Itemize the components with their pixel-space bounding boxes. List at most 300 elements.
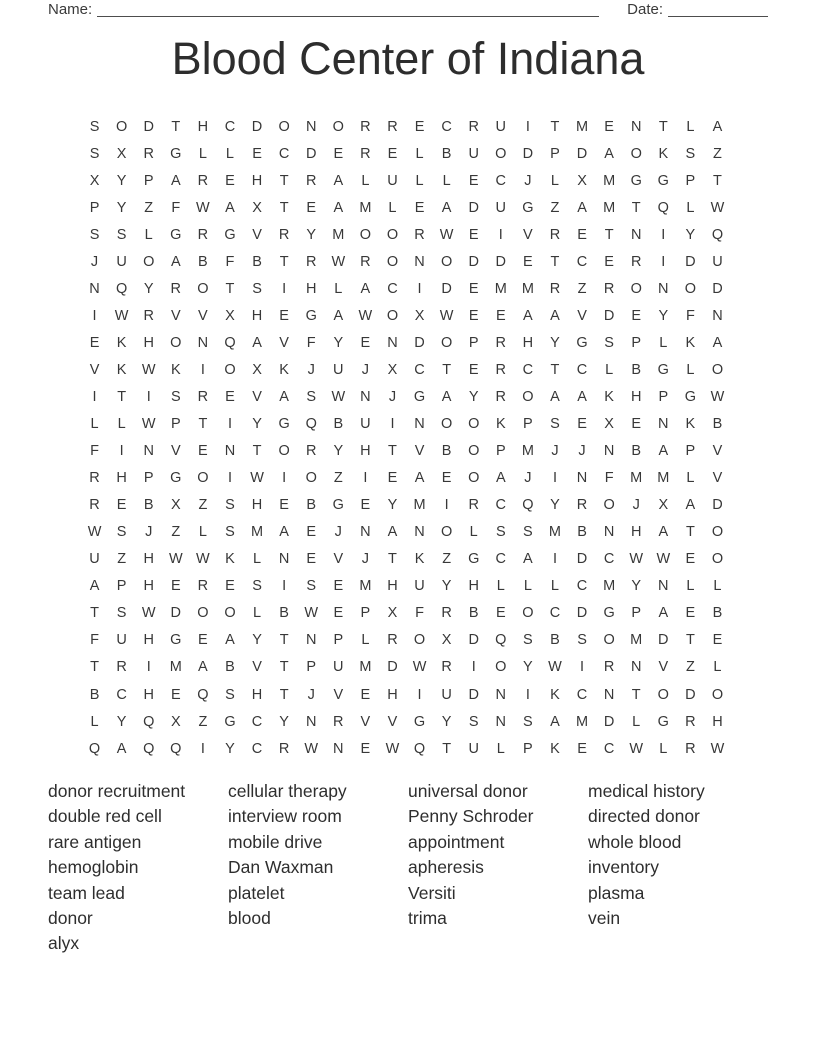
grid-letter: B [143, 497, 154, 514]
word-item: appointment [408, 831, 505, 852]
grid-letter: N [305, 118, 317, 135]
grid-letter: J [334, 524, 342, 541]
grid-letter: Q [143, 740, 155, 757]
grid-letter: I [580, 659, 585, 676]
grid-letter: U [441, 686, 452, 703]
grid-letter: D [658, 632, 669, 649]
wordsearch-grid [81, 113, 731, 762]
grid-letter: H [251, 497, 263, 514]
grid-letter: D [603, 307, 615, 324]
grid-letter: R [278, 740, 290, 757]
grid-letter: A [550, 307, 560, 324]
grid-letter: T [550, 253, 560, 270]
grid-letter: B [577, 524, 587, 541]
grid-letter: A [333, 199, 344, 216]
grid-letter: O [305, 470, 317, 487]
grid-letter: V [252, 659, 262, 676]
grid-letter: P [89, 199, 100, 216]
grid-letter: C [251, 713, 263, 730]
grid-letter: A [279, 524, 289, 541]
grid-letter: V [279, 334, 289, 351]
grid-letter: I [92, 388, 97, 405]
grid-letter: G [170, 470, 182, 487]
grid-row [81, 140, 731, 167]
grid-letter: Y [387, 497, 398, 514]
grid-letter: J [145, 524, 153, 541]
grid-letter: E [414, 199, 425, 216]
grid-letter: Y [333, 443, 344, 460]
grid-letter: C [495, 551, 507, 568]
grid-letter: D [468, 632, 479, 649]
grid-letter: E [468, 307, 479, 324]
grid-letter: Z [198, 713, 208, 730]
grid-letter: T [713, 172, 722, 189]
grid-letter: R [576, 497, 588, 514]
grid-letter: R [305, 443, 317, 460]
grid-letter: T [388, 551, 397, 568]
grid-letter: R [603, 280, 615, 297]
grid-letter: O [711, 686, 724, 703]
grid-letter: I [552, 470, 557, 487]
grid-letter: B [712, 416, 723, 433]
grid-row [81, 546, 731, 573]
grid-letter: N [333, 740, 344, 757]
grid-letter: T [279, 632, 289, 649]
grid-letter: Z [685, 659, 695, 676]
grid-letter: E [225, 172, 235, 189]
grid-letter: E [468, 280, 479, 297]
grid-letter: L [198, 524, 207, 541]
grid-letter: E [360, 686, 371, 703]
grid-letter: N [305, 713, 317, 730]
grid-letter: U [333, 361, 344, 378]
grid-letter: T [658, 118, 668, 135]
grid-letter: Y [658, 307, 669, 324]
grid-letter: Y [116, 713, 127, 730]
grid-letter: L [469, 524, 478, 541]
grid-letter: K [550, 740, 560, 757]
word-item: Dan Waxman [228, 857, 334, 878]
grid-letter: M [548, 524, 561, 541]
word-list [48, 779, 768, 957]
grid-letter: U [414, 578, 425, 595]
grid-letter: Q [170, 740, 182, 757]
grid-letter: O [440, 253, 453, 270]
grid-letter: R [197, 172, 209, 189]
grid-letter: T [685, 524, 695, 541]
grid-letter: N [712, 307, 723, 324]
grid-letter: F [225, 253, 235, 270]
grid-letter: E [198, 443, 208, 460]
word-item: interview room [228, 806, 342, 827]
grid-letter: Q [711, 226, 724, 243]
grid-letter: Z [171, 524, 181, 541]
grid-letter: X [414, 307, 425, 324]
grid-letter: W [548, 659, 562, 676]
grid-letter: S [252, 578, 262, 595]
grid-letter: L [686, 199, 695, 216]
grid-letter: R [305, 253, 317, 270]
grid-letter: T [685, 632, 695, 649]
grid-letter: A [550, 388, 560, 405]
grid-letter: I [525, 118, 530, 135]
grid-letter: C [576, 578, 588, 595]
grid-letter: D [387, 659, 398, 676]
grid-letter: T [550, 118, 560, 135]
grid-letter: I [363, 470, 368, 487]
grid-letter: Y [116, 199, 127, 216]
grid-letter: R [360, 118, 371, 135]
grid-row [81, 194, 731, 221]
grid-letter: O [197, 605, 209, 622]
grid-letter: C [251, 740, 263, 757]
grid-letter: O [522, 388, 534, 405]
grid-letter: B [631, 361, 642, 378]
word-item: donor [48, 908, 93, 929]
grid-letter: I [417, 280, 422, 297]
grid-letter: A [414, 470, 425, 487]
grid-letter: E [198, 632, 208, 649]
grid-letter: Y [279, 713, 289, 730]
grid-letter: R [89, 497, 100, 514]
grid-letter: K [279, 361, 289, 378]
word-item: apheresis [408, 857, 484, 878]
grid-letter: H [143, 578, 154, 595]
grid-letter: F [90, 443, 99, 460]
grid-row [81, 329, 731, 356]
grid-letter: L [550, 172, 559, 189]
grid-letter: D [468, 686, 479, 703]
grid-letter: N [630, 659, 642, 676]
grid-letter: L [686, 470, 695, 487]
grid-letter: F [90, 632, 99, 649]
grid-letter: E [468, 226, 479, 243]
grid-letter: V [577, 307, 587, 324]
word-item: Versiti [408, 882, 456, 903]
grid-letter: E [523, 253, 533, 270]
grid-letter: U [712, 253, 723, 270]
grid-letter: E [360, 334, 371, 351]
grid-letter: N [630, 118, 642, 135]
grid-letter: D [712, 280, 723, 297]
grid-letter: C [387, 280, 398, 297]
grid-letter: J [307, 361, 315, 378]
grid-letter: L [117, 416, 126, 433]
grid-letter: O [603, 497, 615, 514]
word-item: directed donor [588, 806, 700, 827]
grid-letter: R [278, 226, 290, 243]
grid-letter: G [576, 334, 588, 351]
grid-letter: H [143, 334, 154, 351]
grid-letter: C [441, 118, 452, 135]
grid-letter: Y [252, 416, 262, 433]
grid-letter: V [387, 713, 398, 730]
grid-letter: P [523, 740, 533, 757]
grid-letter: D [685, 686, 696, 703]
grid-letter: G [170, 632, 182, 649]
grid-letter: O [495, 659, 507, 676]
grid-letter: F [685, 307, 695, 324]
grid-letter: E [333, 578, 344, 595]
grid-letter: Q [657, 199, 669, 216]
grid-letter: H [468, 578, 479, 595]
grid-letter: R [685, 740, 696, 757]
grid-letter: R [468, 497, 479, 514]
word-list-column [228, 779, 408, 957]
grid-letter: U [387, 172, 398, 189]
grid-letter: S [523, 713, 533, 730]
grid-letter: Y [333, 334, 344, 351]
grid-letter: O [440, 416, 453, 433]
grid-letter: X [252, 361, 262, 378]
grid-letter: N [603, 443, 615, 460]
grid-letter: C [278, 145, 290, 162]
grid-letter: R [468, 118, 479, 135]
word-item: donor recruitment [48, 781, 186, 801]
grid-letter: Q [88, 740, 101, 757]
grid-letter: V [170, 443, 181, 460]
grid-letter: C [116, 686, 127, 703]
word-item: team lead [48, 882, 125, 903]
word-item: trima [408, 908, 447, 929]
grid-letter: U [468, 740, 479, 757]
grid-letter: O [495, 145, 507, 162]
grid-letter: X [170, 713, 181, 730]
grid-letter: H [712, 713, 723, 730]
grid-letter: V [523, 226, 533, 243]
grid-letter: T [279, 686, 289, 703]
grid-row [81, 438, 731, 465]
grid-letter: U [116, 253, 127, 270]
grid-letter: A [252, 334, 262, 351]
grid-letter: O [522, 605, 534, 622]
grid-letter: O [386, 226, 399, 243]
grid-letter: L [90, 713, 99, 730]
grid-letter: A [441, 199, 452, 216]
grid-letter: A [279, 388, 289, 405]
grid-letter: J [632, 497, 640, 514]
grid-letter: W [385, 740, 400, 757]
grid-letter: N [305, 632, 317, 649]
grid-letter: S [523, 524, 533, 541]
grid-letter: U [495, 118, 507, 135]
grid-letter: A [225, 199, 235, 216]
grid-letter: Y [441, 713, 452, 730]
grid-letter: A [170, 253, 181, 270]
grid-letter: Z [198, 497, 208, 514]
grid-letter: T [442, 361, 452, 378]
grid-letter: X [116, 145, 127, 162]
grid-letter: S [306, 578, 317, 595]
grid-letter: T [279, 253, 289, 270]
grid-letter: M [494, 280, 507, 297]
grid-letter: T [252, 443, 262, 460]
grid-letter: T [550, 361, 560, 378]
grid-letter: C [603, 740, 615, 757]
grid-letter: R [414, 226, 425, 243]
grid-letter: Y [252, 632, 262, 649]
grid-letter: L [144, 226, 153, 243]
grid-letter: O [143, 253, 155, 270]
grid-letter: Q [495, 632, 507, 649]
grid-letter: W [656, 551, 671, 568]
grid-letter: T [631, 199, 641, 216]
grid-letter: B [468, 605, 479, 622]
grid-letter: O [278, 118, 290, 135]
grid-letter: H [116, 470, 127, 487]
grid-letter: W [710, 740, 725, 757]
grid-letter: H [305, 280, 317, 297]
grid-letter: V [198, 307, 208, 324]
grid-letter: I [282, 470, 287, 487]
grid-letter: T [279, 659, 289, 676]
grid-letter: X [387, 361, 398, 378]
grid-letter: S [495, 524, 506, 541]
word-item: platelet [228, 882, 285, 903]
grid-letter: J [307, 686, 315, 703]
grid-letter: R [197, 226, 209, 243]
grid-letter: V [333, 686, 344, 703]
grid-letter: E [306, 199, 317, 216]
grid-letter: R [495, 334, 507, 351]
grid-letter: F [171, 199, 181, 216]
grid-letter: Y [468, 388, 479, 405]
grid-letter: C [495, 497, 507, 514]
grid-letter: K [495, 416, 506, 433]
grid-letter: V [252, 388, 262, 405]
grid-letter: P [631, 334, 642, 351]
grid-letter: K [170, 361, 181, 378]
grid-letter: X [604, 416, 614, 433]
grid-letter: P [523, 416, 533, 433]
grid-letter: E [360, 497, 371, 514]
grid-letter: Y [523, 659, 533, 676]
grid-letter: A [658, 605, 669, 622]
grid-letter: L [253, 605, 262, 622]
grid-letter: X [170, 497, 181, 514]
grid-letter: O [197, 470, 209, 487]
grid-letter: F [604, 470, 614, 487]
grid-letter: E [604, 253, 614, 270]
grid-letter: Z [333, 470, 343, 487]
grid-letter: B [198, 253, 208, 270]
grid-letter: K [225, 551, 235, 568]
grid-letter: M [413, 497, 426, 514]
grid-letter: C [603, 551, 615, 568]
grid-letter: P [143, 172, 154, 189]
grid-letter: W [141, 416, 156, 433]
grid-letter: J [551, 443, 559, 460]
grid-letter: L [605, 361, 614, 378]
grid-letter: Q [413, 740, 426, 757]
grid-letter: O [224, 361, 236, 378]
word-item: vein [588, 908, 621, 929]
grid-letter: U [495, 199, 507, 216]
grid-letter: E [712, 632, 723, 649]
grid-letter: O [440, 524, 453, 541]
grid-letter: H [630, 524, 642, 541]
grid-letter: O [657, 686, 669, 703]
grid-letter: R [441, 659, 452, 676]
grid-letter: A [89, 578, 100, 595]
grid-letter: H [630, 388, 642, 405]
grid-letter: E [495, 307, 506, 324]
grid-letter: R [387, 632, 398, 649]
grid-letter: P [143, 470, 154, 487]
grid-letter: A [550, 713, 560, 730]
grid-letter: W [141, 361, 156, 378]
grid-letter: N [414, 524, 425, 541]
grid-letter: G [170, 145, 182, 162]
grid-letter: N [360, 388, 371, 405]
grid-letter: Z [713, 145, 722, 162]
grid-letter: V [252, 226, 262, 243]
grid-letter: E [225, 578, 235, 595]
grid-row [81, 221, 731, 248]
grid-letter: E [631, 307, 642, 324]
grid-letter: L [334, 280, 343, 297]
grid-letter: U [360, 416, 371, 433]
grid-letter: Z [577, 280, 587, 297]
grid-letter: I [390, 416, 395, 433]
grid-letter: V [712, 470, 723, 487]
page-title: Blood Center of Indiana [171, 33, 645, 84]
grid-letter: E [577, 226, 587, 243]
grid-letter: O [711, 551, 724, 568]
grid-letter: E [333, 605, 344, 622]
grid-letter: L [659, 740, 668, 757]
grid-letter: K [658, 145, 669, 162]
grid-letter: S [252, 280, 262, 297]
grid-letter: E [225, 388, 235, 405]
grid-letter: L [686, 578, 695, 595]
grid-letter: O [386, 307, 399, 324]
grid-letter: O [197, 280, 209, 297]
grid-row [81, 681, 731, 708]
grid-letter: P [550, 145, 560, 162]
grid-letter: H [522, 334, 534, 351]
grid-letter: D [143, 118, 154, 135]
grid-letter: W [304, 605, 319, 622]
grid-letter: J [361, 361, 369, 378]
grid-letter: G [332, 497, 344, 514]
grid-letter: P [306, 659, 317, 676]
grid-letter: F [306, 334, 316, 351]
grid-letter: G [657, 361, 669, 378]
grid-letter: S [89, 226, 100, 243]
grid-letter: P [360, 605, 371, 622]
grid-letter: L [659, 334, 668, 351]
word-item: whole blood [588, 831, 682, 852]
grid-letter: S [225, 524, 235, 541]
grid-letter: D [468, 199, 479, 216]
grid-letter: S [170, 388, 181, 405]
grid-row [81, 573, 731, 600]
grid-letter: M [630, 632, 643, 649]
grid-letter: R [630, 253, 642, 270]
grid-letter: W [250, 470, 264, 487]
grid-letter: Y [685, 226, 696, 243]
grid-letter: Y [631, 578, 642, 595]
grid-letter: G [603, 605, 615, 622]
grid-letter: L [415, 172, 424, 189]
grid-letter: C [522, 361, 534, 378]
grid-letter: V [89, 361, 100, 378]
grid-letter: E [468, 172, 479, 189]
grid-letter: H [360, 443, 371, 460]
grid-letter: W [439, 226, 454, 243]
grid-letter: E [414, 118, 425, 135]
